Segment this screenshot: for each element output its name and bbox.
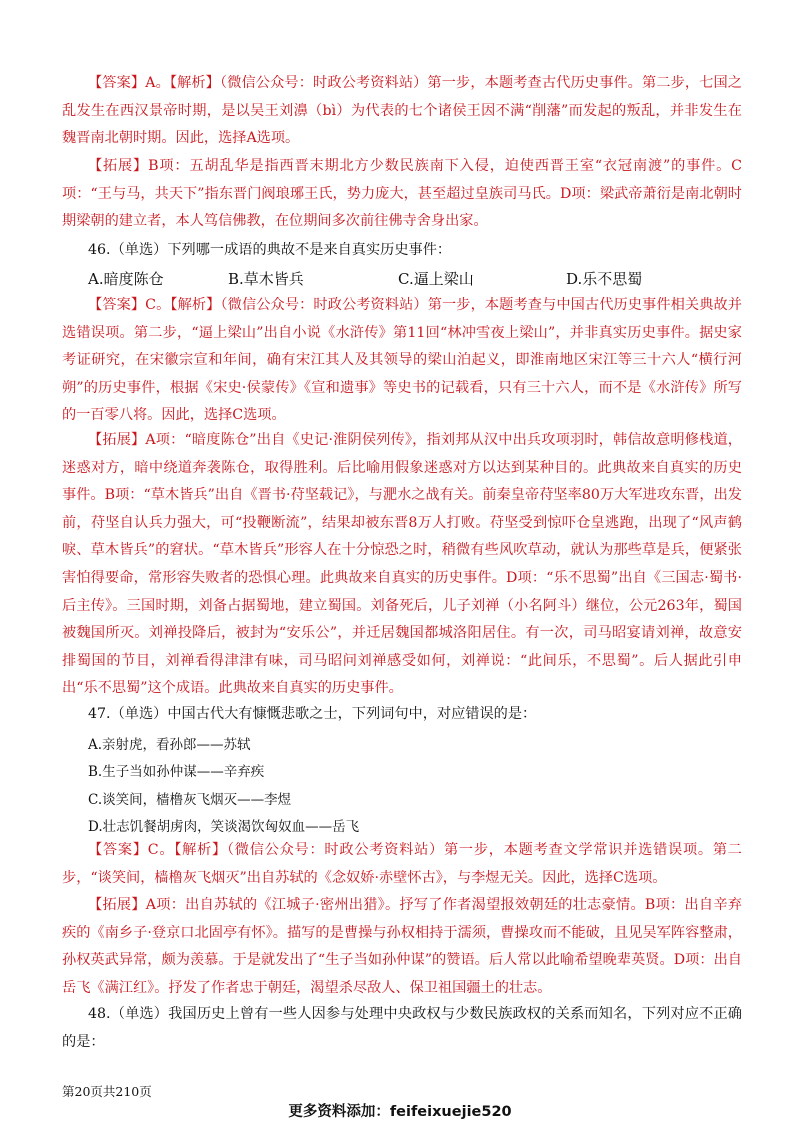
q47-option-c: C.谈笑间，樯橹灰飞烟灭——李煜 [88, 792, 292, 808]
q46-extension: 【拓展】A项：“暗度陈仓”出自《史记·淮阴侯列传》，指刘邦从汉中出兵攻项羽时，韩信故意明修栈道，迷惑对方，暗中绕道奔袭陈仓，取得胜利。后比喻用假象迷惑对方以达到某种目的。此典故来自真实的历史事件。B项：“草木皆兵”出自《晋书·苻坚载记》，与淝水之战有关。前秦皇帝苻坚率80万大军进攻东晋，出发前，苻坚自认兵力强大，可“投鞭断流”，结果却被东晋8万人打败。苻坚受到惊吓仓皇逃跑，出现了“风声鹤唳、草木皆兵”的窘状。“草木皆兵”形容人在十分惊恐之时，稍微有些风吹草动，就认为那些草是兵，便紧张害怕得要命，常形容失败者的恐惧心理。此典故来自真实的历史事件。D项：“乐不思蜀”出自《三国志·蜀书·后主传》。三国时期，刘备占据蜀地，建立蜀国。刘备死后，儿子刘禅（小名阿斗）继位，公元263年，蜀国被魏国所灭。刘禅投降后，被封为“安乐公”，并迁居魏国都城洛阳居住。有一次，司马昭宴请刘禅，故意安排蜀国的节目，刘禅看得津津有味，司马昭问刘禅感受如何，刘禅说：“此间乐，不思蜀”。后人据此引申出“乐不思蜀”这个成语。此典故来自真实的历史事件。 [62, 432, 742, 697]
q46-option-b: B.草木皆兵 [228, 270, 304, 288]
q48-question: 48.（单选）我国历史上曾有一些人因参与处理中央政权与少数民族政权的关系而知名，下列对应不正确的是： [62, 1006, 742, 1050]
footer-promo-note: 更多资料添加：feifeixuejie520 [288, 1104, 512, 1120]
q47-option-d: D.壮志饥餐胡虏肉，笑谈渴饮匈奴血——岳飞 [88, 819, 360, 835]
q46-option-c: C.逼上梁山 [398, 270, 474, 288]
q47-option-a: A.亲射虎，看孙郎——苏轼 [88, 737, 251, 753]
q45-answer: 【答案】A。【解析】（微信公众号：时政公考资料站）第一步，本题考查古代历史事件。第二步，七国之乱发生在西汉景帝时期，是以吴王刘濞（bì）为代表的七个诸侯王因不满“削藩”而发起的叛乱，并非发生在魏晋南北朝时期。因此，选择A选项。 [62, 75, 742, 147]
q45-extension: 【拓展】B项：五胡乱华是指西晋末期北方少数民族南下入侵，迫使西晋王室“衣冠南渡”的事件。C项：“王与马，共天下”指东晋门阀琅琊王氏，势力庞大，甚至超过皇族司马氏。D项：梁武帝萧衍是南北朝时期梁朝的建立者，本人笃信佛教，在位期间多次前往佛寺舍身出家。 [62, 158, 742, 230]
page-number: 第20页共210页 [62, 1084, 152, 1099]
q46-answer: 【答案】C。【解析】（微信公众号：时政公考资料站）第一步，本题考查与中国古代历史事件相关典故并选错误项。第二步，“逼上梁山”出自小说《水浒传》第11回“林冲雪夜上梁山”，并非真实历史事件。据史家考证研究，在宋徽宗宣和年间，确有宋江其人及其领导的梁山泊起义，即淮南地区宋江等三十六人“横行河朔”的历史事件，根据《宋史·侯蒙传》《宣和遗事》等史书的记载看，只有三十六人，而不是《水浒传》所写的一百零八将。因此，选择C选项。 [62, 297, 742, 424]
q47-question: 47.（单选）中国古代大有慷慨悲歌之士，下列词句中，对应错误的是： [88, 706, 537, 722]
q46-option-a: A.暗度陈仓 [88, 270, 164, 288]
q46-option-d: D.乐不思蜀 [566, 270, 643, 288]
q46-question: 46.（单选）下列哪一成语的典故不是来自真实历史事件： [88, 242, 452, 258]
q47-extension: 【拓展】A项：出自苏轼的《江城子·密州出猎》。抒写了作者渴望报效朝廷的壮志豪情。B项：出自辛弃疾的《南乡子·登京口北固亭有怀》。描写的是曹操与孙权相持于濡须，曹操攻而不能破，且见吴军阵容整肃，孙权英武异常，颇为羡慕。于是就发出了“生子当如孙仲谋”的赞语。后人常以此喻希望晚辈英贤。D项：出自岳飞《满江红》。抒发了作者忠于朝廷，渴望杀尽敌人、保卫祖国疆土的壮志。 [62, 897, 742, 996]
q47-answer: 【答案】C。【解析】（微信公众号：时政公考资料站）第一步，本题考查文学常识并选错误项。第二步，“谈笑间，樯橹灰飞烟灭”出自苏轼的《念奴娇·赤壁怀古》，与李煜无关。因此，选择C选项。 [62, 842, 742, 886]
q47-option-b: B.生子当如孙仲谋——辛弃疾 [88, 764, 265, 780]
q46-options [88, 268, 748, 290]
